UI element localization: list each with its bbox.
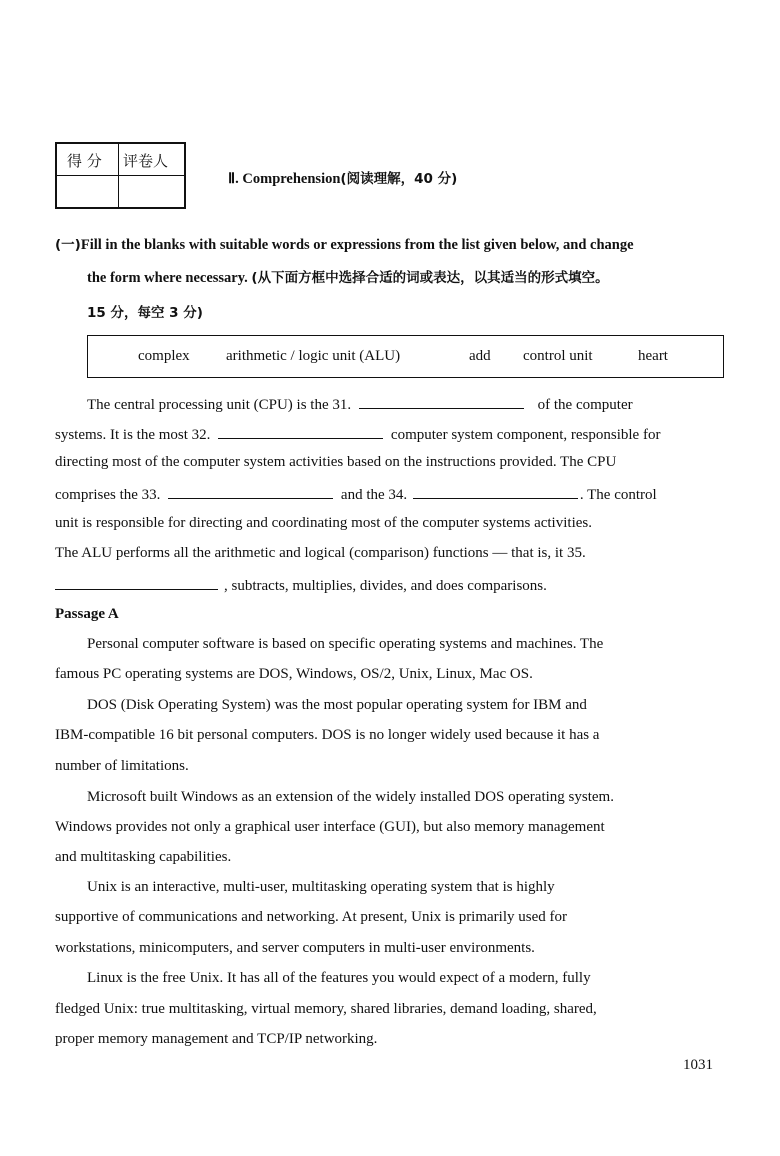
word-list-box xyxy=(87,335,724,378)
task-marker: (一) xyxy=(55,237,81,253)
score-table xyxy=(55,142,186,209)
page-number: 1031 xyxy=(683,1057,713,1073)
section-title xyxy=(228,167,457,188)
passage-line: and multitasking capabilities. xyxy=(55,849,232,865)
task-instruction-line2: the form where necessary. (从下面方框中选择合适的词或表达，以其适当的形式填空。 xyxy=(87,270,609,286)
section-name: Comprehension xyxy=(242,171,341,187)
blank-33[interactable] xyxy=(168,484,333,499)
passage-line: Personal computer software is based on specific operating systems and machines. The xyxy=(87,636,604,652)
score-label: 得 分 xyxy=(67,152,102,170)
passage-heading: Passage A xyxy=(55,606,119,622)
passage-line: supportive of communications and networking. At present, Unix is primarily used for xyxy=(55,909,567,925)
task-instruction-line3: 15 分，每空 3 分) xyxy=(87,305,203,321)
task-instruction-line1: (一)Fill in the blanks with suitable words or expressions from the list given below, and change xyxy=(55,237,634,253)
word-option: arithmetic / logic unit (ALU) xyxy=(226,348,401,364)
blank-31[interactable] xyxy=(359,394,524,409)
cloze-line: The ALU performs all the arithmetic and logical (comparison) functions — that is, it 35. xyxy=(55,545,586,561)
section-points: (阅读理解，40 分) xyxy=(340,171,458,187)
word-option: complex xyxy=(138,348,190,364)
section-number: Ⅱ. xyxy=(228,171,239,187)
passage-line: famous PC operating systems are DOS, Windows, OS/2, Unix, Linux, Mac OS. xyxy=(55,666,533,682)
cloze-line: directing most of the computer system activities based on the instructions provided. The CPU xyxy=(55,454,617,470)
table-divider xyxy=(57,175,184,176)
cloze-line: , subtracts, multiplies, divides, and does comparisons. xyxy=(55,575,547,595)
passage-line: DOS (Disk Operating System) was the most popular operating system for IBM and xyxy=(87,697,587,713)
cloze-line: The central processing unit (CPU) is the 31. of the computer xyxy=(87,394,633,414)
cloze-line: systems. It is the most 32. computer system component, responsible for xyxy=(55,424,660,444)
passage-line: Windows provides not only a graphical user interface (GUI), but also memory management xyxy=(55,819,605,835)
passage-line: workstations, minicomputers, and server computers in multi-user environments. xyxy=(55,940,535,956)
passage-line: IBM-compatible 16 bit personal computers. DOS is no longer widely used because it has a xyxy=(55,727,600,743)
blank-32[interactable] xyxy=(218,424,383,439)
word-option: heart xyxy=(638,348,668,364)
cloze-line: comprises the 33. and the 34. . The control xyxy=(55,484,657,504)
passage-line: fledged Unix: true multitasking, virtual memory, shared libraries, demand loading, shared, xyxy=(55,1001,597,1017)
blank-35[interactable] xyxy=(55,575,218,590)
passage-line: Unix is an interactive, multi-user, multitasking operating system that is highly xyxy=(87,879,555,895)
passage-line: number of limitations. xyxy=(55,758,189,774)
word-option: control unit xyxy=(523,348,593,364)
grader-label: 评卷人 xyxy=(123,152,169,170)
blank-34[interactable] xyxy=(413,484,578,499)
passage-line: Linux is the free Unix. It has all of the features you would expect of a modern, fully xyxy=(87,970,591,986)
passage-line: Microsoft built Windows as an extension of the widely installed DOS operating system. xyxy=(87,789,614,805)
passage-line: proper memory management and TCP/IP networking. xyxy=(55,1031,378,1047)
word-option: add xyxy=(469,348,491,364)
cloze-line: unit is responsible for directing and coordinating most of the computer systems activities. xyxy=(55,515,592,531)
